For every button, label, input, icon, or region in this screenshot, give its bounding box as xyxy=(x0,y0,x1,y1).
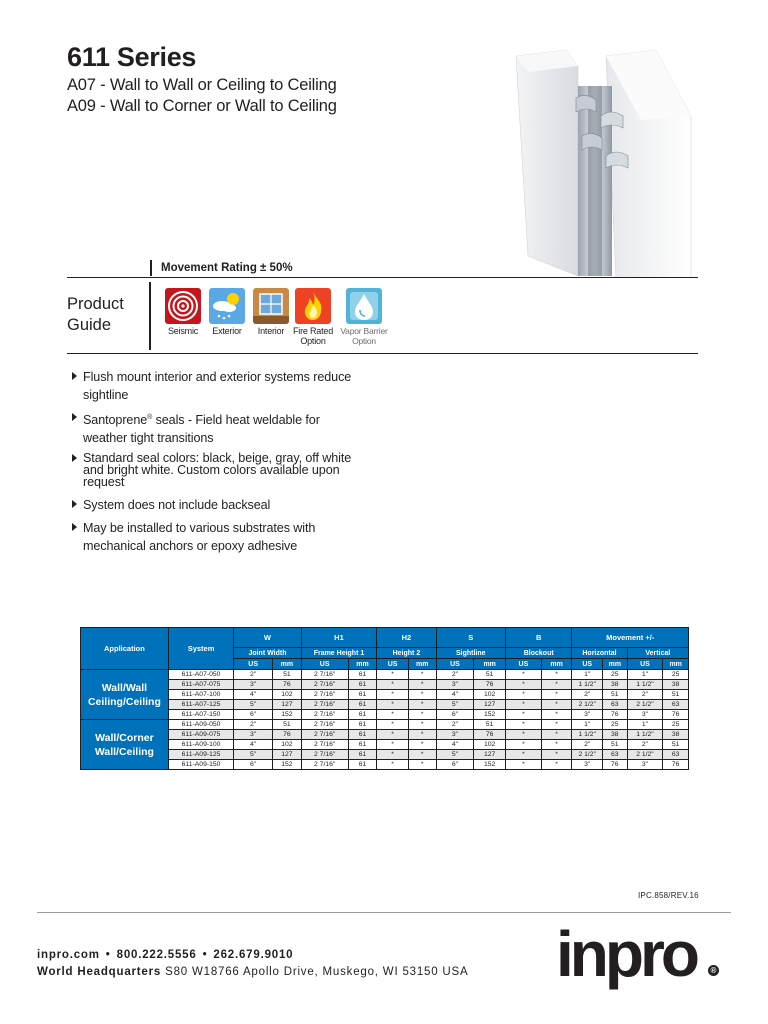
unit-us-header: US xyxy=(627,659,663,670)
feature-item xyxy=(72,496,372,514)
table-cell: * xyxy=(408,750,436,760)
subheader-frame-height: Frame Height 1 xyxy=(301,648,377,659)
table-cell: 61 xyxy=(348,670,377,680)
table-cell: * xyxy=(408,740,436,750)
subtitle-a07: A07 - Wall to Wall or Ceiling to Ceiling xyxy=(67,76,337,94)
table-cell: * xyxy=(408,680,436,690)
table-cell: 51 xyxy=(603,740,628,750)
system-code-cell: 611-A07-150 xyxy=(168,710,233,720)
table-row xyxy=(81,740,689,750)
table-cell: * xyxy=(506,710,542,720)
header-movement: Movement +/- xyxy=(572,628,689,648)
table-cell: * xyxy=(408,700,436,710)
table-cell: 51 xyxy=(273,720,302,730)
table-cell: 25 xyxy=(603,720,628,730)
unit-mm-header: mm xyxy=(273,659,302,670)
table-cell: 1" xyxy=(572,670,603,680)
system-code-cell: 611-A07-050 xyxy=(168,670,233,680)
table-cell: 4" xyxy=(436,740,474,750)
table-cell: 1" xyxy=(572,720,603,730)
table-cell: * xyxy=(377,760,409,770)
table-cell: 6" xyxy=(436,760,474,770)
table-cell: 38 xyxy=(663,680,689,690)
table-cell: 2" xyxy=(627,690,663,700)
table-cell: 76 xyxy=(273,730,302,740)
table-cell: * xyxy=(506,740,542,750)
unit-mm-header: mm xyxy=(348,659,377,670)
table-cell: 2 7/16" xyxy=(301,750,348,760)
table-cell: * xyxy=(408,730,436,740)
vapor-barrier-label-line-2: Option xyxy=(352,336,376,346)
expansion-joint-illustration xyxy=(506,46,696,278)
inpro-logo: inpro xyxy=(556,918,696,990)
table-row xyxy=(81,710,689,720)
table-cell: 2 7/16" xyxy=(301,700,348,710)
table-cell: 4" xyxy=(234,740,273,750)
table-cell: 61 xyxy=(348,750,377,760)
table-cell: 3" xyxy=(627,710,663,720)
table-cell: 3" xyxy=(436,730,474,740)
guide-item-fire-rated xyxy=(288,288,338,346)
table-cell: 61 xyxy=(348,700,377,710)
fire-rated-icon xyxy=(295,288,331,324)
bullet-arrow-icon xyxy=(72,454,77,462)
table-cell: 102 xyxy=(273,690,302,700)
table-cell: * xyxy=(541,670,572,680)
table-cell: * xyxy=(408,720,436,730)
table-cell: 61 xyxy=(348,710,377,720)
registered-mark: ® xyxy=(147,414,153,421)
table-cell: 25 xyxy=(603,670,628,680)
table-cell: * xyxy=(541,740,572,750)
fire-rated-label-line-1: Fire Rated xyxy=(292,326,334,336)
table-cell: * xyxy=(408,690,436,700)
seismic-icon xyxy=(165,288,201,324)
unit-us-header: US xyxy=(436,659,474,670)
table-cell: 76 xyxy=(603,760,628,770)
table-cell: 51 xyxy=(663,740,689,750)
table-row xyxy=(81,720,689,730)
feature-text xyxy=(83,409,372,429)
contact-line xyxy=(37,949,293,961)
guide-item-vapor-barrier xyxy=(339,288,389,346)
table-cell: 2" xyxy=(436,670,474,680)
product-guide-label xyxy=(67,294,124,336)
unit-mm-header: mm xyxy=(541,659,572,670)
table-cell: 5" xyxy=(234,750,273,760)
table-cell: 3" xyxy=(234,730,273,740)
table-row xyxy=(81,700,689,710)
table-cell: 2 7/16" xyxy=(301,710,348,720)
table-row xyxy=(81,670,689,680)
table-cell: 2" xyxy=(234,670,273,680)
table-cell: 51 xyxy=(663,690,689,700)
table-cell: * xyxy=(506,690,542,700)
table-cell: 63 xyxy=(663,700,689,710)
table-row xyxy=(81,690,689,700)
system-code-cell: 611-A09-125 xyxy=(168,750,233,760)
bullet-arrow-icon xyxy=(72,372,77,380)
feature-text: and bright white. Custom colors available upon xyxy=(83,463,340,478)
feature-item xyxy=(72,452,372,488)
table-cell: 102 xyxy=(474,740,506,750)
table-cell: 76 xyxy=(603,710,628,720)
table-cell: * xyxy=(506,760,542,770)
table-cell: 3" xyxy=(234,680,273,690)
system-code-cell: 611-A09-100 xyxy=(168,740,233,750)
subheader-vertical: Vertical xyxy=(627,648,688,659)
unit-us-header: US xyxy=(234,659,273,670)
feature-text: mechanical anchors or epoxy adhesive xyxy=(83,539,298,554)
table-cell: 61 xyxy=(348,730,377,740)
feature-text: weather tight transitions xyxy=(83,431,214,446)
revision-code: IPC.858/REV.16 xyxy=(638,891,699,900)
feature-list xyxy=(72,368,372,560)
header-system: System xyxy=(168,628,233,670)
table-cell: 2 7/16" xyxy=(301,670,348,680)
subheader-joint-width: Joint Width xyxy=(234,648,301,659)
table-row xyxy=(81,680,689,690)
table-cell: 3" xyxy=(572,710,603,720)
table-row xyxy=(81,730,689,740)
table-cell: * xyxy=(541,690,572,700)
table-cell: 5" xyxy=(436,700,474,710)
application-label: Wall/Ceiling xyxy=(94,745,154,758)
seismic-label: Seismic xyxy=(167,326,199,336)
table-cell: 51 xyxy=(474,720,506,730)
table-cell: 6" xyxy=(436,710,474,720)
table-cell: 127 xyxy=(474,750,506,760)
table-cell: 51 xyxy=(273,670,302,680)
unit-mm-header: mm xyxy=(603,659,628,670)
table-cell: 2" xyxy=(234,720,273,730)
footer-divider xyxy=(37,912,731,913)
table-cell: 2 7/16" xyxy=(301,680,348,690)
guide-item-seismic xyxy=(158,288,208,336)
table-cell: 2 1/2" xyxy=(572,700,603,710)
header-b: B xyxy=(506,628,572,648)
table-cell: 2 7/16" xyxy=(301,760,348,770)
table-cell: * xyxy=(541,750,572,760)
table-cell: * xyxy=(377,710,409,720)
table-cell: * xyxy=(506,730,542,740)
table-cell: * xyxy=(506,670,542,680)
feature-item xyxy=(72,519,372,555)
table-cell: 2 1/2" xyxy=(572,750,603,760)
table-cell: 1" xyxy=(627,670,663,680)
table-row xyxy=(81,760,689,770)
product-guide-label-line-2: Guide xyxy=(67,316,112,334)
table-cell: * xyxy=(541,680,572,690)
table-cell: 76 xyxy=(474,680,506,690)
table-cell: 127 xyxy=(273,750,302,760)
feature-item xyxy=(72,409,372,447)
table-cell: 76 xyxy=(663,710,689,720)
application-group xyxy=(81,720,169,770)
subheader-height-2: Height 2 xyxy=(377,648,436,659)
table-cell: 63 xyxy=(663,750,689,760)
table-cell: * xyxy=(377,680,409,690)
feature-item xyxy=(72,368,372,404)
exterior-icon xyxy=(209,288,245,324)
table-cell: * xyxy=(377,670,409,680)
system-code-cell: 611-A07-075 xyxy=(168,680,233,690)
table-cell: 5" xyxy=(234,700,273,710)
feature-text-part: Santoprene xyxy=(83,413,148,428)
movement-rating: Movement Rating ± 50% xyxy=(150,260,293,276)
table-cell: * xyxy=(408,760,436,770)
table-cell: 152 xyxy=(273,710,302,720)
phone-2[interactable]: 262.679.9010 xyxy=(213,949,294,961)
table-cell: * xyxy=(377,690,409,700)
table-cell: 63 xyxy=(603,700,628,710)
feature-text: Standard seal colors: black, beige, gray, off white xyxy=(83,451,352,466)
table-cell: * xyxy=(408,670,436,680)
table-cell: 2" xyxy=(572,740,603,750)
interior-label: Interior xyxy=(257,326,285,336)
table-cell: 1 1/2" xyxy=(572,680,603,690)
table-cell: 127 xyxy=(273,700,302,710)
application-group xyxy=(81,670,169,720)
table-cell: 51 xyxy=(603,690,628,700)
table-cell: 152 xyxy=(474,760,506,770)
table-cell: 2 7/16" xyxy=(301,730,348,740)
subtitle-a09: A09 - Wall to Corner or Wall to Ceiling xyxy=(67,97,337,115)
hq-label: World Headquarters xyxy=(37,966,162,978)
table-cell: 2 1/2" xyxy=(627,700,663,710)
table-cell: * xyxy=(377,700,409,710)
system-code-cell: 611-A09-150 xyxy=(168,760,233,770)
specification-table xyxy=(80,627,689,770)
table-cell: * xyxy=(506,720,542,730)
table-cell: 38 xyxy=(663,730,689,740)
header-s: S xyxy=(436,628,505,648)
feature-text: May be installed to various substrates with xyxy=(83,521,316,536)
table-cell: * xyxy=(377,750,409,760)
table-cell: 2" xyxy=(436,720,474,730)
address-line xyxy=(37,966,468,978)
header-w: W xyxy=(234,628,301,648)
separator-dot: • xyxy=(202,949,208,961)
table-cell: * xyxy=(377,740,409,750)
table-cell: 61 xyxy=(348,680,377,690)
bullet-arrow-icon xyxy=(72,413,77,421)
table-cell: 2" xyxy=(627,740,663,750)
table-cell: 2 7/16" xyxy=(301,740,348,750)
interior-icon xyxy=(253,288,289,324)
table-cell: 61 xyxy=(348,690,377,700)
table-cell: * xyxy=(506,680,542,690)
feature-text-part: seals - Field heat weldable for xyxy=(152,413,320,428)
system-code-cell: 611-A09-050 xyxy=(168,720,233,730)
table-cell: * xyxy=(541,710,572,720)
table-cell: * xyxy=(506,750,542,760)
table-cell: 3" xyxy=(436,680,474,690)
registered-mark-icon: ® xyxy=(708,965,719,976)
table-cell: 152 xyxy=(273,760,302,770)
divider-guide xyxy=(67,353,698,354)
header-h1: H1 xyxy=(301,628,377,648)
table-row xyxy=(81,750,689,760)
fire-rated-label xyxy=(288,326,338,346)
guide-item-exterior xyxy=(202,288,252,336)
feature-text: sightline xyxy=(83,388,129,402)
bullet-arrow-icon xyxy=(72,523,77,531)
table-cell: 127 xyxy=(474,700,506,710)
vapor-barrier-label-line-1: Vapor Barrier xyxy=(340,326,388,336)
header-application: Application xyxy=(81,628,169,670)
vapor-barrier-icon xyxy=(346,288,382,324)
table-cell: 38 xyxy=(603,680,628,690)
table-cell: 2" xyxy=(572,690,603,700)
table-cell: 6" xyxy=(234,760,273,770)
divider-top xyxy=(67,277,698,278)
subheader-horizontal: Horizontal xyxy=(572,648,627,659)
product-guide-divider xyxy=(149,282,151,350)
table-cell: 1 1/2" xyxy=(627,680,663,690)
unit-us-header: US xyxy=(572,659,603,670)
unit-mm-header: mm xyxy=(474,659,506,670)
table-cell: 61 xyxy=(348,720,377,730)
table-cell: * xyxy=(506,700,542,710)
table-cell: 51 xyxy=(474,670,506,680)
unit-us-header: US xyxy=(377,659,409,670)
feature-text: request xyxy=(83,475,125,490)
fire-rated-label-line-2: Option xyxy=(300,336,326,346)
unit-us-header: US xyxy=(301,659,348,670)
unit-us-header: US xyxy=(506,659,542,670)
application-label: Ceiling/Ceiling xyxy=(87,695,161,708)
application-label: Wall/Wall xyxy=(101,681,148,694)
page-title: 611 Series xyxy=(67,42,197,72)
table-cell: 25 xyxy=(663,670,689,680)
table-cell: * xyxy=(541,720,572,730)
unit-mm-header: mm xyxy=(663,659,689,670)
table-cell: * xyxy=(541,760,572,770)
table-cell: 2 1/2" xyxy=(627,750,663,760)
feature-text: Flush mount interior and exterior systems reduce xyxy=(83,370,352,384)
table-cell: 5" xyxy=(436,750,474,760)
table-cell: 1 1/2" xyxy=(627,730,663,740)
website-link[interactable]: inpro.com xyxy=(37,949,100,961)
table-cell: 63 xyxy=(603,750,628,760)
table-cell: 6" xyxy=(234,710,273,720)
separator-dot: • xyxy=(105,949,111,961)
exterior-label: Exterior xyxy=(212,326,242,336)
table-cell: 102 xyxy=(273,740,302,750)
hq-address: S80 W18766 Apollo Drive, Muskego, WI 53150 USA xyxy=(165,966,469,978)
table-cell: * xyxy=(377,730,409,740)
subheader-blockout: Blockout xyxy=(506,648,572,659)
bullet-arrow-icon xyxy=(72,500,77,508)
header-h2: H2 xyxy=(377,628,436,648)
table-cell: 61 xyxy=(348,760,377,770)
unit-mm-header: mm xyxy=(408,659,436,670)
table-cell: 102 xyxy=(474,690,506,700)
table-cell: * xyxy=(408,710,436,720)
table-cell: 2 7/16" xyxy=(301,690,348,700)
table-cell: 76 xyxy=(663,760,689,770)
table-cell: 61 xyxy=(348,740,377,750)
table-cell: 38 xyxy=(603,730,628,740)
table-cell: * xyxy=(377,720,409,730)
table-cell: * xyxy=(541,700,572,710)
system-code-cell: 611-A07-125 xyxy=(168,700,233,710)
product-guide-label-line-1: Product xyxy=(67,295,124,313)
phone-1[interactable]: 800.222.5556 xyxy=(116,949,197,961)
table-cell: 76 xyxy=(273,680,302,690)
system-code-cell: 611-A09-075 xyxy=(168,730,233,740)
table-cell: 3" xyxy=(572,760,603,770)
table-cell: 25 xyxy=(663,720,689,730)
feature-text: System does not include backseal xyxy=(83,498,271,513)
subheader-sightline: Sightline xyxy=(436,648,505,659)
table-cell: 4" xyxy=(436,690,474,700)
system-code-cell: 611-A07-100 xyxy=(168,690,233,700)
vapor-barrier-label xyxy=(339,326,389,346)
table-cell: * xyxy=(541,730,572,740)
table-cell: 1" xyxy=(627,720,663,730)
application-label: Wall/Corner xyxy=(95,731,154,744)
table-cell: 1 1/2" xyxy=(572,730,603,740)
table-cell: 76 xyxy=(474,730,506,740)
table-cell: 152 xyxy=(474,710,506,720)
table-cell: 2 7/16" xyxy=(301,720,348,730)
table-cell: 4" xyxy=(234,690,273,700)
table-cell: 3" xyxy=(627,760,663,770)
